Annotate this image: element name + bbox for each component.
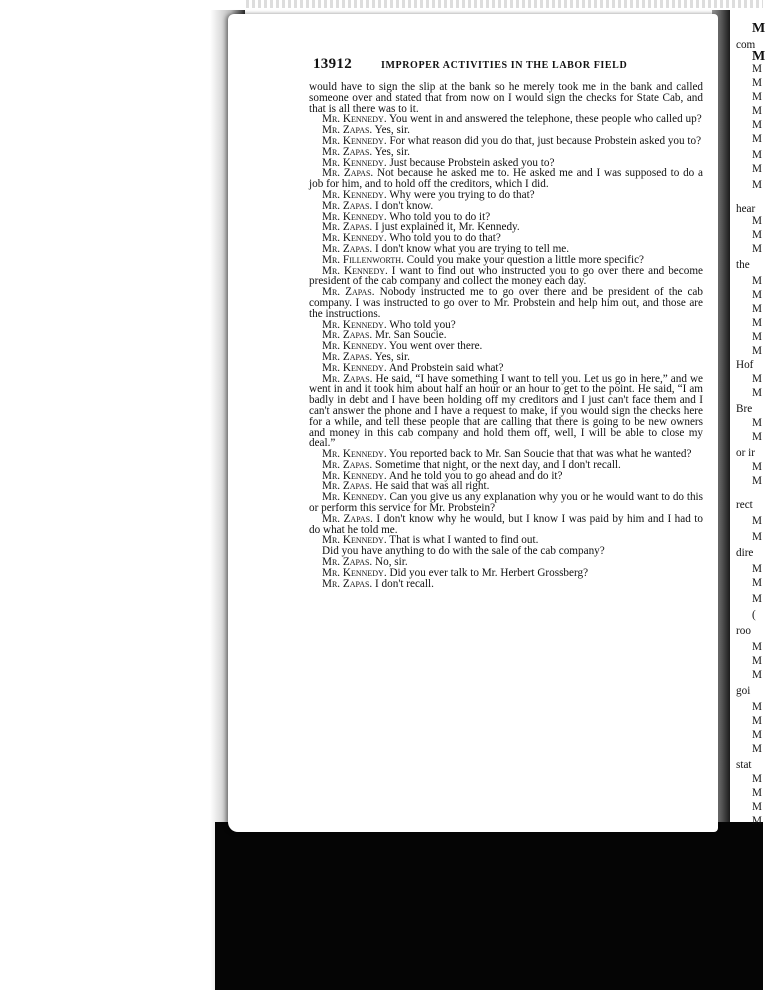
speech-text: Why were you trying to do that? xyxy=(389,188,535,201)
facing-page-text: M xyxy=(752,387,762,399)
facing-page-text: ( xyxy=(752,609,756,621)
facing-page-text: M xyxy=(752,331,762,343)
facing-page-text: M xyxy=(752,63,762,75)
facing-page-text: M xyxy=(752,773,762,785)
speaker-name: Mr. Kennedy. xyxy=(322,232,387,245)
page-header xyxy=(313,58,708,76)
transcript-paragraph xyxy=(309,82,703,114)
facing-page-text: M xyxy=(752,701,762,713)
speaker-name: Mr. Zapas. xyxy=(322,221,373,234)
facing-page-text: hear xyxy=(736,203,756,215)
speaker-name: Mr. Kennedy. xyxy=(322,264,388,277)
facing-page-text: M xyxy=(752,215,762,227)
scan-left-margin xyxy=(0,0,245,990)
facing-page-text: M xyxy=(752,815,762,827)
facing-page-text: rect xyxy=(736,499,753,511)
speech-text: Can you give us any explanation why you or he would want to do this or perform this service for Mr. Probstein? xyxy=(309,491,704,515)
speaker-name: Mr. Kennedy. xyxy=(322,340,387,353)
speech-text: Yes, sir. xyxy=(374,124,410,137)
facing-page-text: M xyxy=(752,303,762,315)
speech-text: I don't recall. xyxy=(375,577,434,590)
transcript-paragraph xyxy=(309,266,703,288)
facing-page-text: or ir xyxy=(736,447,755,459)
page-number: 13912 xyxy=(313,56,352,72)
facing-page-text: M xyxy=(752,431,762,443)
transcript-paragraph xyxy=(309,168,703,190)
speaker-name: Mr. Zapas. xyxy=(322,124,373,137)
facing-page-text: M xyxy=(752,105,762,117)
facing-page-text: com xyxy=(736,39,756,51)
speaker-name: Mr. Zapas. xyxy=(322,458,373,471)
speaker-name: Mr. Kennedy. xyxy=(322,318,387,331)
speech-text: You reported back to Mr. San Soucie that that was what he wanted? xyxy=(389,448,692,461)
transcript-paragraph xyxy=(309,287,703,319)
facing-page-text: M xyxy=(752,317,762,329)
speech-text: And he told you to go ahead and do it? xyxy=(388,469,563,482)
speech-text: Who told you? xyxy=(389,318,456,331)
facing-page-text: M xyxy=(752,641,762,653)
facing-page-text: M xyxy=(752,345,762,357)
speech-text: I just explained it, Mr. Kennedy. xyxy=(375,221,520,234)
speech-text: I don't know why he would, but I know I was paid by him and I had to do what he told me. xyxy=(309,512,703,536)
transcript-paragraph xyxy=(309,374,703,450)
speaker-name: Mr. Zapas. xyxy=(322,329,373,342)
facing-page-text: goi xyxy=(736,685,751,697)
speaker-name: Mr. Kennedy. xyxy=(322,469,387,482)
facing-page-text: M xyxy=(752,801,762,813)
facing-page-text: dire xyxy=(736,547,754,559)
facing-page-text: stat xyxy=(736,759,752,771)
facing-page-text: M xyxy=(752,577,762,589)
facing-page-text: M xyxy=(752,655,762,667)
speaker-name: Mr. Zapas. xyxy=(322,556,373,569)
facing-page-text: Hof xyxy=(736,359,754,371)
speech-text: You went over there. xyxy=(389,340,483,353)
facing-page-text: roo xyxy=(736,625,751,637)
speaker-name: Mr. Zapas. xyxy=(322,199,373,212)
scan-bottom-shadow xyxy=(215,822,763,990)
facing-page-text: M xyxy=(752,179,762,191)
facing-page-text: M xyxy=(752,729,762,741)
facing-page-text: M xyxy=(752,787,762,799)
speaker-name: Mr. Zapas. xyxy=(322,167,374,180)
speech-text: For what reason did you do that, just because Probstein asked you to? xyxy=(389,134,702,147)
facing-page-text: M xyxy=(752,133,762,145)
speaker-name: Mr. Zapas. xyxy=(322,512,373,525)
facing-page-text: M xyxy=(752,289,762,301)
facing-page-text: M xyxy=(752,149,762,161)
facing-page-text: M xyxy=(752,243,762,255)
speech-text: He said that was all right. xyxy=(375,480,490,493)
facing-page-text: Bre xyxy=(736,403,753,415)
speech-text: Who told you to do that? xyxy=(389,232,501,245)
facing-page-fragment xyxy=(730,16,765,827)
facing-page-text: M xyxy=(752,229,762,241)
speech-text: He said, “I have something I want to tell you. Let us go in here,” and we went in and it took him about half an hour or an hour to get to the point. He said, “I am badly in debt and I have been holding off my creditors and I just can't face them and I can't answer the phone and I have a request to make, if you would sign the checks here for a while, and tell these people that are calling that there is going to be new owners and money in this cab company and hold them off, well, I will be able to close my deal.” xyxy=(309,372,703,450)
speaker-name: Mr. Kennedy. xyxy=(322,566,387,579)
facing-page-text: M xyxy=(752,275,762,287)
facing-page-text: M xyxy=(752,515,762,527)
speaker-name: Mr. Kennedy. xyxy=(322,188,387,201)
speaker-name: Mr. Kennedy. xyxy=(322,448,387,461)
transcript-paragraph xyxy=(309,579,703,590)
facing-page-text: M xyxy=(752,163,762,175)
speech-text: Did you ever talk to Mr. Herbert Grossberg? xyxy=(389,566,589,579)
speaker-name: Mr. Kennedy. xyxy=(322,134,387,147)
transcript-paragraph xyxy=(309,492,703,514)
speaker-name: Mr. Kennedy. xyxy=(322,113,387,126)
facing-page-text: M xyxy=(752,669,762,681)
speech-text: I don't know what you are trying to tell me. xyxy=(375,242,570,255)
facing-page-text: M xyxy=(752,563,762,575)
facing-page-text: M xyxy=(752,417,762,429)
facing-page-text: M xyxy=(752,475,762,487)
speech-text: Did you have anything to do with the sale of the cab company? xyxy=(322,545,605,558)
facing-page-text: M xyxy=(752,119,762,131)
facing-page-text: M xyxy=(752,593,762,605)
speaker-name: Mr. Zapas. xyxy=(322,286,375,299)
running-title: IMPROPER ACTIVITIES IN THE LABOR FIELD xyxy=(381,60,628,71)
speech-text: I want to find out who instructed you to go over there and become president of the cab company and collect the money each day. xyxy=(309,264,704,288)
speaker-name: Mr. Zapas. xyxy=(322,350,373,363)
facing-page-text: M xyxy=(752,77,762,89)
speech-text: And Probstein said what? xyxy=(388,361,504,374)
speech-text: Could you make your question a little more specific? xyxy=(406,253,645,266)
speech-text: Not because he asked me to. He asked me and I was supposed to do a job for him, and to hold off the creditors, which I did. xyxy=(309,167,704,191)
speech-text: would have to sign the slip at the bank so he merely took me in the bank and called someone over and stated that from now on I would sign the checks for State Cab, and that is all there was to it. xyxy=(309,81,703,115)
speaker-name: Mr. Kennedy. xyxy=(322,210,387,223)
speaker-name: Mr. Zapas. xyxy=(322,372,373,385)
facing-page-text: M xyxy=(752,91,762,103)
speech-text: No, sir. xyxy=(375,556,408,569)
speaker-name: Mr. Kennedy. xyxy=(322,361,387,374)
facing-page-text: M xyxy=(752,461,762,473)
speech-text: Yes, sir. xyxy=(374,145,410,158)
facing-page-text: M xyxy=(752,743,762,755)
transcript-body xyxy=(309,82,703,589)
speaker-name: Mr. Kennedy. xyxy=(322,156,387,169)
speaker-name: Mr. Zapas. xyxy=(322,480,373,493)
facing-page-text: M xyxy=(752,49,765,64)
speaker-name: Mr. Kennedy. xyxy=(322,491,387,504)
speech-text: I don't know. xyxy=(375,199,434,212)
speech-text: You went in and answered the telephone, these people who called up? xyxy=(389,113,702,126)
transcript-paragraph xyxy=(309,514,703,536)
speech-text: Sometime that night, or the next day, and I don't recall. xyxy=(375,458,621,471)
facing-page-text: M xyxy=(752,21,765,36)
speech-text: Nobody instructed me to go over there and be president of the cab company. I was instructed to go over to Mr. Probstein and help him out, and those are the instructions. xyxy=(309,286,703,320)
speech-text: Mr. San Soucie. xyxy=(375,329,447,342)
speech-text: Just because Probstein asked you to? xyxy=(389,156,555,169)
speech-text: That is what I wanted to find out. xyxy=(389,534,539,547)
speech-text: Who told you to do it? xyxy=(389,210,491,223)
speaker-name: Mr. Zapas. xyxy=(322,242,373,255)
facing-page-text: M xyxy=(752,715,762,727)
facing-page-text: M xyxy=(752,373,762,385)
speaker-name: Mr. Kennedy. xyxy=(322,534,387,547)
speaker-name: Mr. Zapas. xyxy=(322,145,373,158)
speech-text: Yes, sir. xyxy=(374,350,410,363)
speaker-name: Mr. Zapas. xyxy=(322,577,373,590)
facing-page-text: the xyxy=(736,259,750,271)
facing-page-text: M xyxy=(752,531,762,543)
speaker-name: Mr. Fillenworth. xyxy=(322,253,404,266)
